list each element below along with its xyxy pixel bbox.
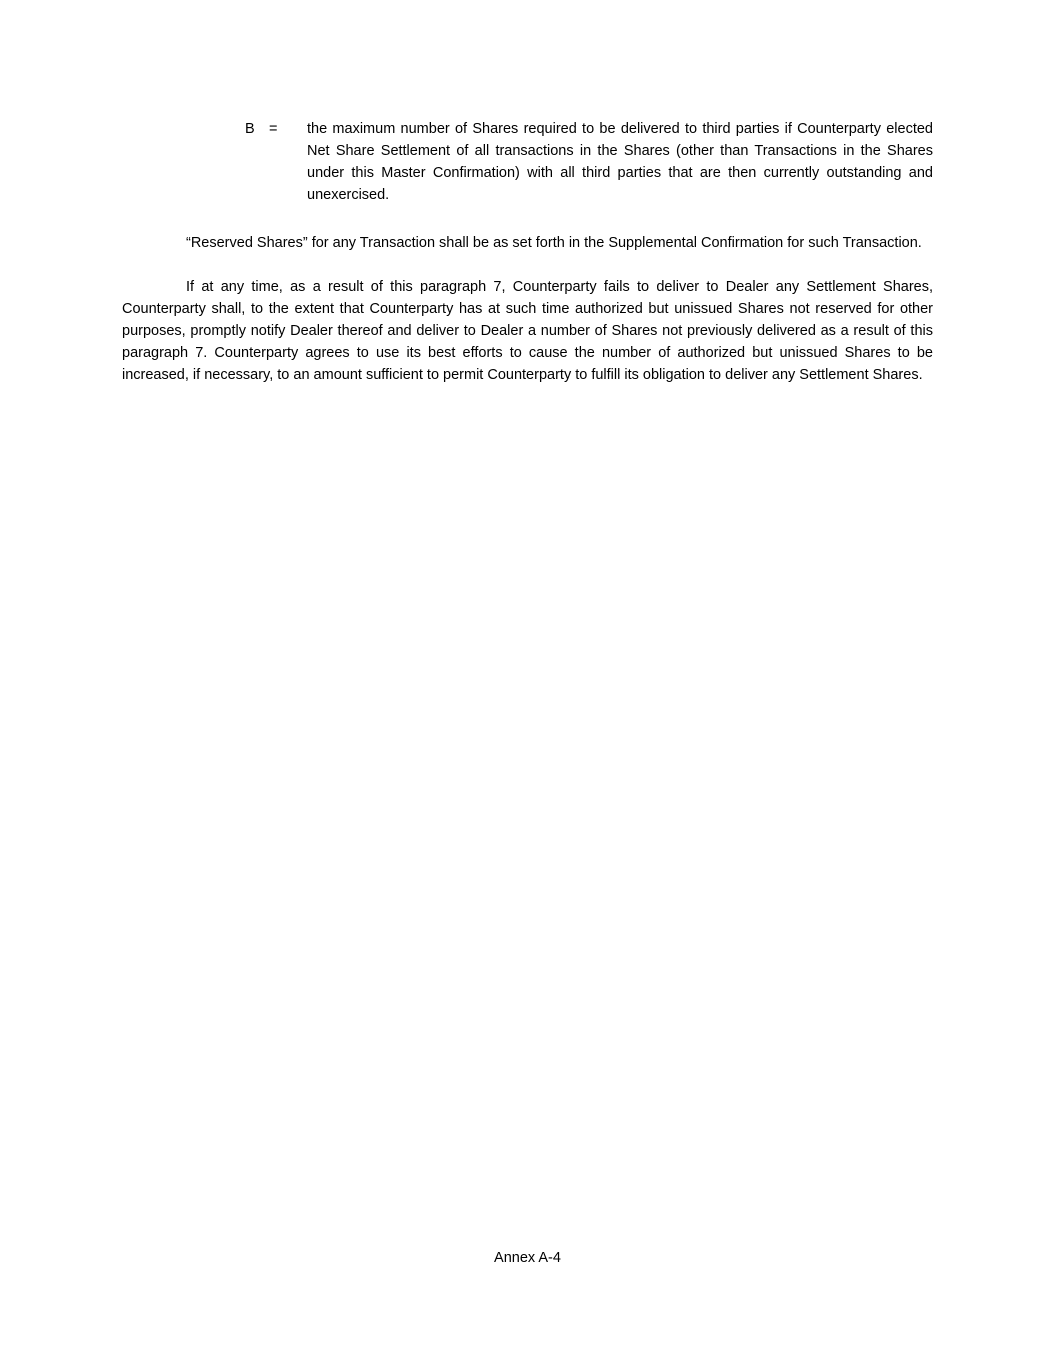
paragraph-reserved-shares — [122, 232, 933, 254]
definition-row-b — [122, 118, 933, 206]
definition-symbol: B — [245, 121, 255, 137]
document-body — [122, 118, 933, 401]
definition-text: the maximum number of Shares required to be delivered to third parties if Counterparty elected Net Share Settlement of all transactions in the Shares (other than Transactions in the Shares under this Master Confirmation) with all third parties that are then currently outstanding and unexercised. — [307, 121, 933, 204]
page-footer: Annex A-4 — [494, 1250, 561, 1266]
paragraph-text: If at any time, as a result of this paragraph 7, Counterparty fails to deliver to Dealer any Settlement Shares, Counterparty shall, to the extent that Counterparty has at such time authorized but unissued Shares not reserved for other purposes, promptly notify Dealer thereof and deliver to Dealer a number of Shares not previously delivered as a result of this paragraph 7. Counterparty agrees to use its best efforts to cause the number of authorized but unissued Shares to be increased, if necessary, to an amount sufficient to permit Counterparty to fulfill its obligation to deliver any Settlement Shares. — [122, 279, 933, 384]
definition-equals-sign: = — [269, 121, 278, 137]
paragraph-settlement-shares — [122, 276, 933, 386]
paragraph-text: “Reserved Shares” for any Transaction shall be as set forth in the Supplemental Confirmation for such Transaction. — [186, 235, 922, 252]
